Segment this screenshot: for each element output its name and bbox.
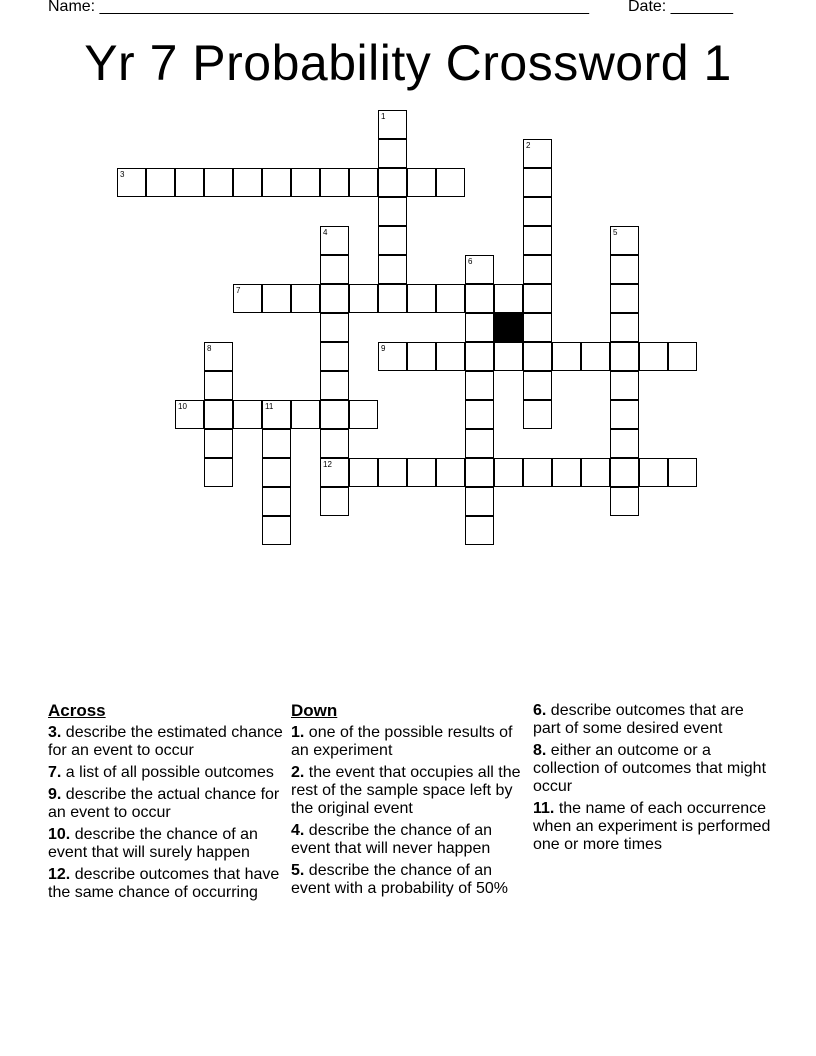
crossword-cell[interactable]: [610, 458, 639, 487]
crossword-cell[interactable]: [407, 458, 436, 487]
clue-number: 2.: [291, 764, 305, 781]
crossword-cell[interactable]: [262, 516, 291, 545]
crossword-cell[interactable]: [320, 458, 349, 487]
clue-across-12: [48, 866, 283, 902]
clue-text: either an outcome or a collection of outcomes that might occur: [533, 742, 767, 795]
crossword-cell[interactable]: [523, 400, 552, 429]
clue-across-3: [48, 724, 283, 760]
crossword-cell[interactable]: [465, 342, 494, 371]
crossword-cell[interactable]: [262, 487, 291, 516]
clue-text: describe the chance of an event that will surely happen: [48, 826, 258, 861]
crossword-cell[interactable]: [436, 168, 465, 197]
clue-across-9: [48, 786, 283, 822]
clue-text: describe the estimated chance for an event to occur: [48, 724, 283, 759]
clue-number: 6.: [533, 702, 547, 719]
crossword-cell[interactable]: [610, 371, 639, 400]
cell-number: 9: [381, 344, 386, 353]
clue-number: 1.: [291, 724, 305, 741]
crossword-cell[interactable]: [320, 487, 349, 516]
crossword-cell[interactable]: [378, 284, 407, 313]
crossword-cell[interactable]: [204, 458, 233, 487]
crossword-cell[interactable]: [465, 371, 494, 400]
crossword-cell[interactable]: [233, 284, 262, 313]
crossword-cell[interactable]: [204, 429, 233, 458]
crossword-cell[interactable]: [465, 429, 494, 458]
cell-number: 2: [526, 141, 531, 150]
crossword-cell[interactable]: [204, 168, 233, 197]
cell-number: 8: [207, 344, 212, 353]
crossword-cell[interactable]: [349, 284, 378, 313]
clue-number: 12.: [48, 866, 71, 883]
crossword-cell[interactable]: [668, 342, 697, 371]
date-field-line: Date: _______: [628, 0, 733, 15]
cell-number: 6: [468, 257, 473, 266]
crossword-cell[interactable]: [610, 313, 639, 342]
crossword-cell[interactable]: [117, 168, 146, 197]
crossword-cell[interactable]: [233, 400, 262, 429]
crossword-cell[interactable]: [320, 313, 349, 342]
clue-down-8: [533, 742, 773, 796]
crossword-cell[interactable]: [465, 487, 494, 516]
crossword-cell[interactable]: [523, 342, 552, 371]
crossword-cell[interactable]: [523, 197, 552, 226]
clue-text: the name of each occurrence when an experiment is performed one or more times: [533, 800, 771, 853]
crossword-cell[interactable]: [320, 226, 349, 255]
crossword-cell[interactable]: [262, 458, 291, 487]
crossword-cell[interactable]: [523, 255, 552, 284]
crossword-cell[interactable]: [465, 458, 494, 487]
crossword-cell[interactable]: [523, 168, 552, 197]
crossword-cell[interactable]: [407, 342, 436, 371]
clue-text: describe outcomes that have the same chance of occurring: [48, 866, 280, 901]
crossword-cell[interactable]: [639, 458, 668, 487]
crossword-cell[interactable]: [378, 458, 407, 487]
crossword-cell[interactable]: [523, 226, 552, 255]
blocked-cell: [494, 313, 523, 342]
crossword-cell[interactable]: [378, 110, 407, 139]
crossword-cell[interactable]: [610, 284, 639, 313]
crossword-cell[interactable]: [610, 429, 639, 458]
crossword-cell[interactable]: [175, 168, 204, 197]
cell-number: 12: [323, 460, 332, 469]
page-title: Yr 7 Probability Crossword 1: [84, 35, 732, 91]
crossword-cell[interactable]: [552, 458, 581, 487]
clue-number: 7.: [48, 764, 62, 781]
crossword-cell[interactable]: [349, 168, 378, 197]
crossword-cell[interactable]: [581, 458, 610, 487]
crossword-cell[interactable]: [610, 342, 639, 371]
cell-number: 10: [178, 402, 187, 411]
clue-down-1: [291, 724, 529, 760]
clue-number: 3.: [48, 724, 62, 741]
crossword-cell[interactable]: [407, 284, 436, 313]
clue-down-4: [291, 822, 529, 858]
clue-down-11: [533, 800, 773, 854]
crossword-cell[interactable]: [378, 168, 407, 197]
clue-text: describe the actual chance for an event to occur: [48, 786, 280, 821]
clue-text: a list of all possible outcomes: [65, 764, 274, 781]
cell-number: 1: [381, 112, 386, 121]
crossword-cell[interactable]: [262, 400, 291, 429]
crossword-cell[interactable]: [436, 342, 465, 371]
down-heading: Down: [291, 701, 338, 720]
crossword-cell[interactable]: [378, 226, 407, 255]
crossword-cell[interactable]: [204, 342, 233, 371]
cell-number: 7: [236, 286, 241, 295]
crossword-cell[interactable]: [523, 313, 552, 342]
crossword-cell[interactable]: [610, 487, 639, 516]
clue-down-6: [533, 702, 773, 738]
crossword-cell[interactable]: [523, 139, 552, 168]
crossword-cell[interactable]: [494, 342, 523, 371]
clue-text: describe the chance of an event that will never happen: [291, 822, 493, 857]
crossword-cell[interactable]: [320, 255, 349, 284]
crossword-cell[interactable]: [320, 284, 349, 313]
crossword-cell[interactable]: [262, 429, 291, 458]
clues-column-1: [48, 702, 283, 906]
crossword-cell[interactable]: [668, 458, 697, 487]
crossword-cell[interactable]: [320, 168, 349, 197]
crossword-cell[interactable]: [465, 284, 494, 313]
crossword-cell[interactable]: [349, 400, 378, 429]
clue-text: one of the possible results of an experiment: [291, 724, 513, 759]
crossword-cell[interactable]: [320, 429, 349, 458]
crossword-cell[interactable]: [494, 458, 523, 487]
crossword-cell[interactable]: [523, 458, 552, 487]
crossword-cell[interactable]: [175, 400, 204, 429]
crossword-cell[interactable]: [465, 400, 494, 429]
crossword-cell[interactable]: [523, 371, 552, 400]
crossword-cell[interactable]: [407, 168, 436, 197]
crossword-cell[interactable]: [233, 168, 262, 197]
crossword-cell[interactable]: [204, 400, 233, 429]
crossword-cell[interactable]: [378, 139, 407, 168]
crossword-cell[interactable]: [378, 197, 407, 226]
crossword-cell[interactable]: [320, 371, 349, 400]
clues-column-3: [533, 702, 773, 858]
cell-number: 11: [265, 402, 274, 411]
clue-number: 5.: [291, 862, 305, 879]
crossword-cell[interactable]: [262, 284, 291, 313]
crossword-cell[interactable]: [291, 168, 320, 197]
crossword-cell[interactable]: [291, 284, 320, 313]
clue-text: describe the chance of an event with a probability of 50%: [291, 862, 509, 897]
cell-number: 4: [323, 228, 328, 237]
crossword-cell[interactable]: [523, 284, 552, 313]
clue-down-2: [291, 764, 529, 818]
clue-across-7: [48, 764, 283, 782]
clue-across-10: [48, 826, 283, 862]
clue-text: describe outcomes that are part of some desired event: [533, 702, 744, 737]
crossword-cell[interactable]: [610, 226, 639, 255]
crossword-cell[interactable]: [320, 400, 349, 429]
crossword-cell[interactable]: [465, 516, 494, 545]
crossword-cell[interactable]: [552, 342, 581, 371]
crossword-cell[interactable]: [581, 342, 610, 371]
cell-number: 5: [613, 228, 618, 237]
crossword-cell[interactable]: [204, 371, 233, 400]
crossword-cell[interactable]: [378, 255, 407, 284]
crossword-cell[interactable]: [378, 342, 407, 371]
crossword-cell[interactable]: [610, 400, 639, 429]
crossword-cell[interactable]: [639, 342, 668, 371]
crossword-cell[interactable]: [320, 342, 349, 371]
across-heading: Across: [48, 701, 106, 720]
crossword-cell[interactable]: [465, 255, 494, 284]
clue-number: 11.: [533, 800, 555, 817]
name-field-line: Name: _______________________________________________________: [48, 0, 589, 15]
clues-column-2: [291, 702, 529, 902]
clue-text: the event that occupies all the rest of the sample space left by the original event: [291, 764, 521, 817]
cell-number: 3: [120, 170, 125, 179]
crossword-cell[interactable]: [465, 313, 494, 342]
clue-number: 10.: [48, 826, 71, 843]
crossword-cell[interactable]: [291, 400, 320, 429]
crossword-cell[interactable]: [349, 458, 378, 487]
crossword-cell[interactable]: [146, 168, 175, 197]
clue-number: 4.: [291, 822, 305, 839]
clue-down-5: [291, 862, 529, 898]
crossword-cell[interactable]: [494, 284, 523, 313]
crossword-cell[interactable]: [610, 255, 639, 284]
crossword-cell[interactable]: [436, 458, 465, 487]
clue-number: 9.: [48, 786, 62, 803]
crossword-cell[interactable]: [436, 284, 465, 313]
crossword-cell[interactable]: [262, 168, 291, 197]
clue-number: 8.: [533, 742, 547, 759]
